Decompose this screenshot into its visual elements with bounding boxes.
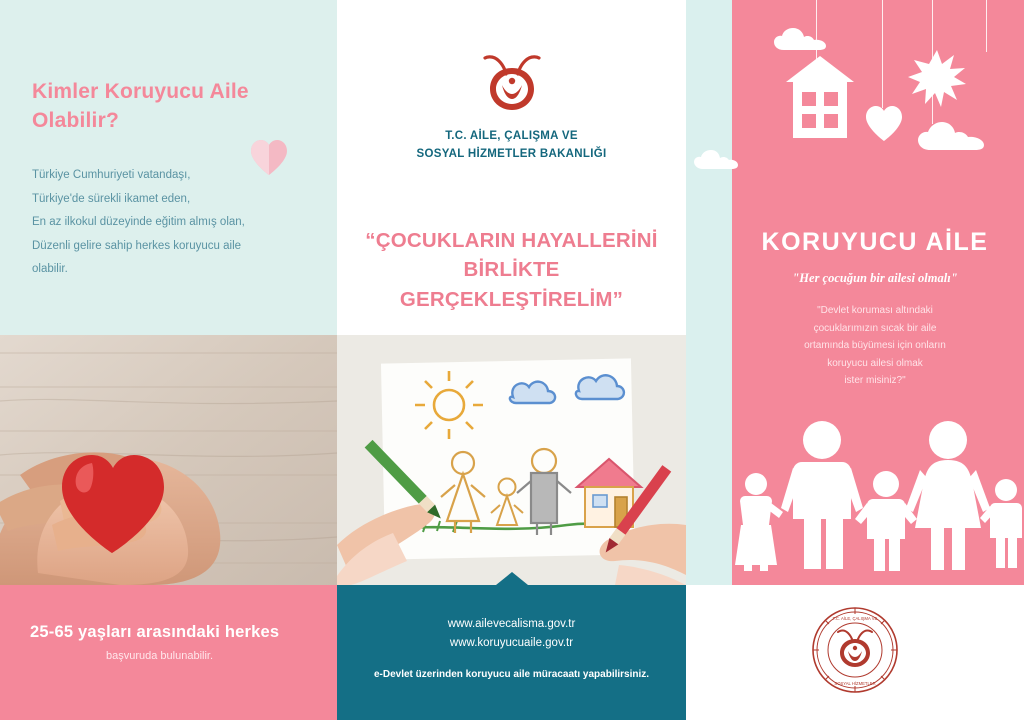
svg-text:SOSYAL HİZMETLER: SOSYAL HİZMETLER <box>834 681 876 686</box>
footer-center <box>337 585 686 720</box>
panel-left-top <box>0 0 337 335</box>
panel-right-paragraph-line: koruyucu ailesi olmak <box>827 357 923 369</box>
panel-right-title: KORUYUCU AİLE <box>761 228 989 256</box>
footer-left-main: 25-65 yaşları arasındaki herkes <box>30 623 280 641</box>
footer-right <box>686 585 1024 720</box>
panel-left-title <box>32 78 297 136</box>
footer-left <box>0 585 337 720</box>
panel-left-body-line: Türkiye'de sürekli ikamet eden, <box>32 192 191 205</box>
hands-holding-red-heart-photo <box>0 335 337 585</box>
ministry-name-line1: T.C. AİLE, ÇALIŞMA VE <box>445 130 578 142</box>
panel-left-body-line: Türkiye Cumhuriyeti vatandaşı, <box>32 168 191 181</box>
panel-left-body-line: Düzenli gelire sahip herkes koruyucu aile <box>32 239 242 252</box>
slogan <box>337 226 686 315</box>
footer-center-note: e-Devlet üzerinden koruyucu aile müracaatı yapabilirsiniz. <box>373 668 650 680</box>
ministry-name <box>337 128 686 164</box>
ministry-seal-icon <box>811 606 899 699</box>
panel-right-paragraph <box>686 302 1024 390</box>
slogan-line2: BİRLİKTE GERÇEKLEŞTİRELİM” <box>399 258 624 312</box>
svg-text:T.C. AİLE, ÇALIŞMA VE: T.C. AİLE, ÇALIŞMA VE <box>832 616 878 621</box>
ministry-emblem-icon <box>337 52 686 114</box>
heart-icon <box>249 138 289 178</box>
panel-left-body <box>32 164 297 282</box>
panel-left-body-line: En az ilkokul düzeyinde eğitim almış olan, <box>32 216 245 229</box>
panel-center-top <box>337 0 686 335</box>
panel-right-paragraph-line: ister misiniz?" <box>844 375 906 386</box>
family-silhouette-icon <box>734 396 1024 571</box>
panel-right-paragraph-line: ortamında büyümesi için onların <box>804 340 946 351</box>
child-drawing-family-photo <box>337 335 686 585</box>
panel-right <box>686 0 1024 585</box>
panel-right-subtitle: "Her çocuğun bir ailesi olmalı" <box>792 271 958 285</box>
website-link-2[interactable]: www.koruyucuaile.gov.tr <box>449 636 574 649</box>
panel-left-body-line: olabilir. <box>32 263 68 276</box>
footer-notch <box>496 572 528 585</box>
ministry-name-line2: SOSYAL HİZMETLER BAKANLIĞI <box>416 147 607 160</box>
footer-left-sub: başvuruda bulunabilir. <box>106 650 214 662</box>
website-link-1[interactable]: www.ailevecalisma.gov.tr <box>447 618 576 630</box>
panel-left-title-text: Kimler Koruyucu Aile Olabilir? <box>32 80 249 132</box>
panel-right-paragraph-line: çocuklarımızın sıcak bir aile <box>813 322 937 334</box>
slogan-line1: “ÇOCUKLARIN HAYALLERİNİ <box>365 228 658 252</box>
panel-right-paragraph-line: "Devlet koruması altındaki <box>817 305 933 316</box>
